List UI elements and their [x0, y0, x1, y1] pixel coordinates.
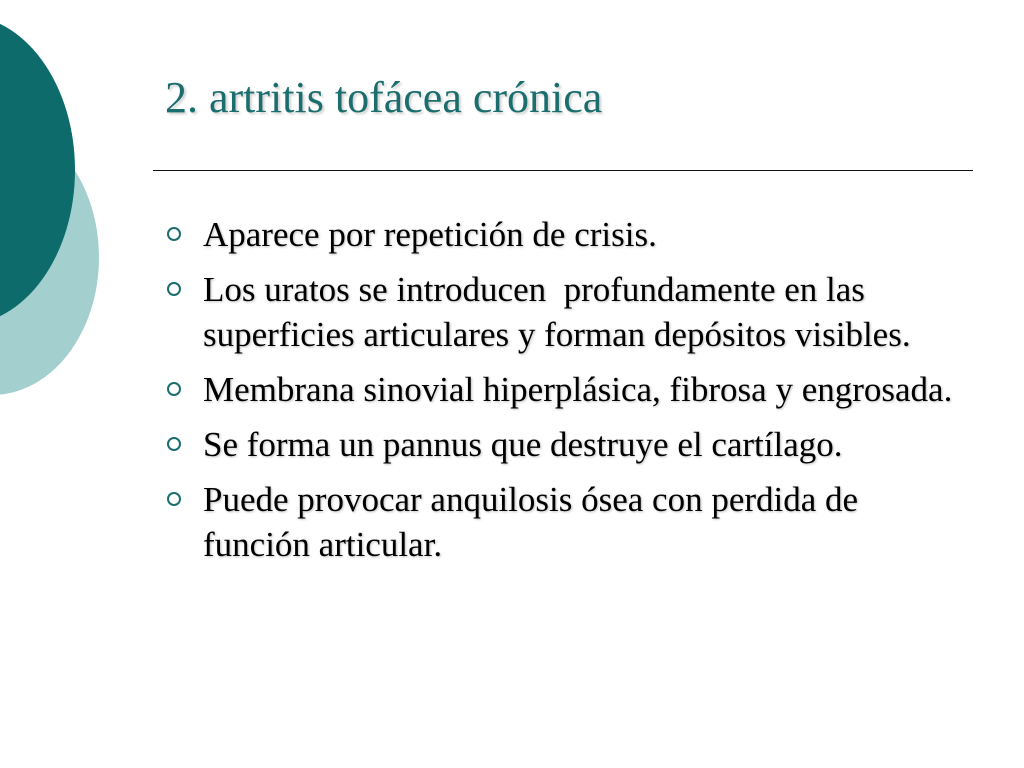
bullet-text: Se forma un pannus que destruye el cartílago.: [203, 425, 843, 464]
bullet-list: [163, 212, 973, 577]
hollow-circle-bullet-icon: [167, 492, 181, 506]
hollow-circle-bullet-icon: [167, 227, 181, 241]
hollow-circle-bullet-icon: [167, 382, 181, 396]
bullet-item: [163, 212, 973, 257]
bullet-item: [163, 422, 973, 467]
bullet-item: [163, 267, 973, 357]
bullet-text: Aparece por repetición de crisis.: [203, 215, 657, 254]
hollow-circle-bullet-icon: [167, 282, 181, 296]
bullet-item: [163, 367, 973, 412]
title-divider: [153, 170, 973, 171]
bullet-item: [163, 477, 973, 567]
slide-title: 2. artritis tofácea crónica: [165, 73, 603, 122]
bullet-text: Los uratos se introducen profundamente en las superficies articulares y forman depósitos visibles.: [203, 270, 911, 354]
bullet-text: Membrana sinovial hiperplásica, fibrosa y engrosada.: [203, 370, 953, 409]
hollow-circle-bullet-icon: [167, 437, 181, 451]
bullet-text: Puede provocar anquilosis ósea con perdida de función articular.: [203, 480, 859, 564]
